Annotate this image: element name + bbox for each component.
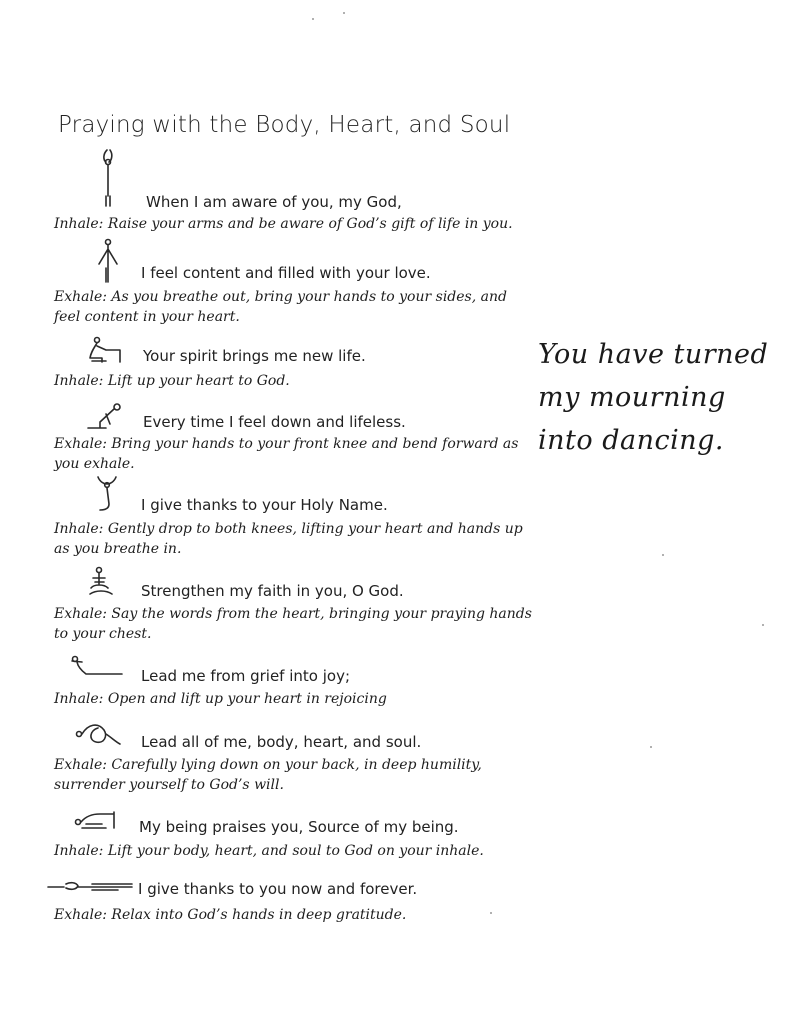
prayer-line: Lead me from grief into joy; xyxy=(141,667,350,685)
instruction-text: Inhale: Gently drop to both knees, lifting your heart and hands up as you breathe in. xyxy=(54,521,523,557)
instruction-text: Exhale: Carefully lying down on your back, in deep humility, surrender yourself to God’s will. xyxy=(54,757,482,793)
forward-bend-figure-icon xyxy=(86,402,126,430)
scan-speck xyxy=(312,18,314,20)
seated-praying-figure-icon xyxy=(86,566,116,600)
scan-speck xyxy=(650,746,652,748)
lying-prone-figure-icon xyxy=(48,876,134,896)
instruction-text: Exhale: Relax into God’s hands in deep gratitude. xyxy=(54,907,407,923)
quote-line: You have turned xyxy=(538,339,769,370)
prayer-line: My being praises you, Source of my being. xyxy=(139,818,459,836)
page-title: Praying with the Body, Heart, and Soul xyxy=(58,112,511,138)
pull-quote xyxy=(538,333,768,462)
prayer-line: Strengthen my faith in you, O God. xyxy=(141,582,404,600)
cobra-figure-icon xyxy=(72,810,120,834)
kneeling-arms-raised-figure-icon xyxy=(94,474,122,514)
quote-line: into dancing. xyxy=(538,425,724,456)
instruction-text: Inhale: Open and lift up your heart in rejoicing xyxy=(54,691,387,707)
curled-figure-icon xyxy=(74,720,124,750)
seated-reclining-figure-icon xyxy=(68,654,124,678)
lunge-figure-icon xyxy=(86,336,122,364)
scan-speck xyxy=(762,624,764,626)
instruction-text: Exhale: As you breathe out, bring your hands to your sides, and feel content in your heart. xyxy=(54,289,507,325)
scan-speck xyxy=(343,12,345,14)
prayer-line: I give thanks to you now and forever. xyxy=(138,880,418,898)
prayer-line: Every time I feel down and lifeless. xyxy=(143,413,406,431)
prayer-line: I give thanks to your Holy Name. xyxy=(141,496,388,514)
scan-speck xyxy=(662,554,664,556)
scan-speck xyxy=(490,912,492,914)
standing-arms-lowered-figure-icon xyxy=(94,238,124,284)
prayer-line: When I am aware of you, my God, xyxy=(146,193,402,211)
instruction-text: Inhale: Lift your body, heart, and soul to God on your inhale. xyxy=(54,843,484,859)
prayer-line: Your spirit brings me new life. xyxy=(143,347,366,365)
prayer-line: Lead all of me, body, heart, and soul. xyxy=(141,733,422,751)
instruction-text: Inhale: Lift up your heart to God. xyxy=(54,373,290,389)
instruction-text: Inhale: Raise your arms and be aware of God’s gift of life in you. xyxy=(54,216,513,232)
prayer-line: I feel content and filled with your love. xyxy=(141,264,431,282)
quote-line: my mourning xyxy=(538,382,726,413)
standing-arms-raised-figure-icon xyxy=(96,148,122,208)
instruction-text: Exhale: Say the words from the heart, bringing your praying hands to your chest. xyxy=(54,606,532,642)
instruction-text: Exhale: Bring your hands to your front knee and bend forward as you exhale. xyxy=(54,436,519,472)
